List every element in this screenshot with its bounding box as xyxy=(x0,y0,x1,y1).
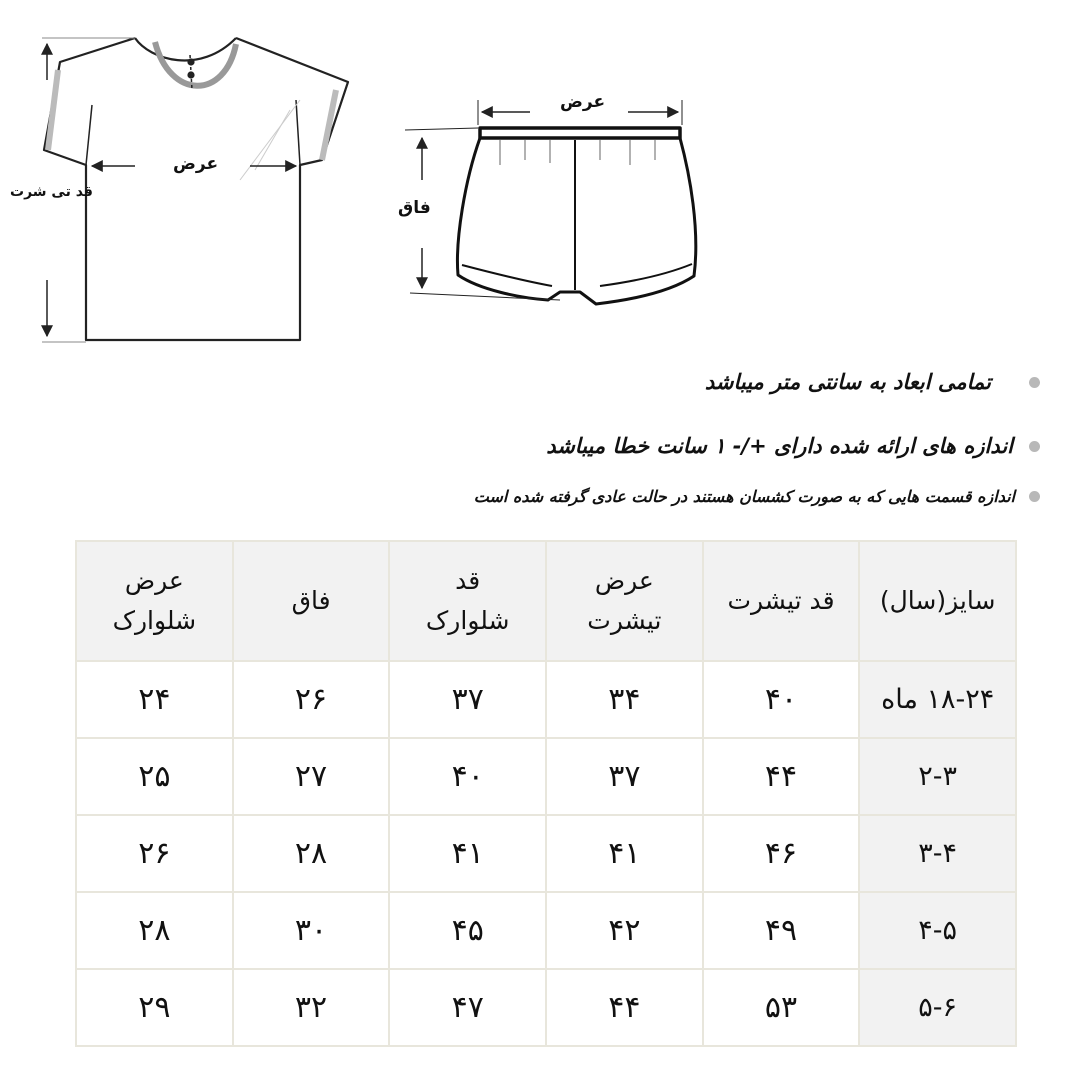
bullet-icon xyxy=(1029,491,1040,502)
size-cell: ۵-۶ xyxy=(859,969,1016,1046)
table-cell: ۳۷ xyxy=(546,738,703,815)
table-cell: ۳۰ xyxy=(233,892,390,969)
column-header: عرض شلوارک xyxy=(76,541,233,661)
size-table xyxy=(75,540,1017,1047)
table-cell: ۴۴ xyxy=(546,969,703,1046)
table-cell: ۲۴ xyxy=(76,661,233,738)
size-diagram xyxy=(0,0,1080,350)
note-text: اندازه قسمت هایی که به صورت کشسان هستند در حالت عادی گرفته شده است xyxy=(473,486,1015,506)
column-header: عرض تیشرت xyxy=(546,541,703,661)
shorts-drawing xyxy=(457,128,695,304)
note-item xyxy=(40,362,1040,402)
table-cell: ۴۵ xyxy=(389,892,546,969)
table-cell: ۴۰ xyxy=(703,661,860,738)
bullet-icon xyxy=(1029,377,1040,388)
table-row xyxy=(76,661,1016,738)
shorts-thigh-label: فاق xyxy=(398,198,431,218)
table-cell: ۳۴ xyxy=(546,661,703,738)
table-cell: ۴۶ xyxy=(703,815,860,892)
table-cell: ۴۰ xyxy=(389,738,546,815)
shorts-width-label: عرض xyxy=(560,92,606,112)
table-cell: ۲۷ xyxy=(233,738,390,815)
table-cell: ۳۷ xyxy=(389,661,546,738)
table-cell: ۲۸ xyxy=(233,815,390,892)
table-row xyxy=(76,815,1016,892)
size-cell: ۳-۴ xyxy=(859,815,1016,892)
size-cell: ۴-۵ xyxy=(859,892,1016,969)
table-row xyxy=(76,892,1016,969)
notes-list xyxy=(40,362,1040,516)
table-cell: ۴۹ xyxy=(703,892,860,969)
table-cell: ۲۵ xyxy=(76,738,233,815)
table-cell: ۲۸ xyxy=(76,892,233,969)
table-cell: ۴۱ xyxy=(389,815,546,892)
bullet-icon xyxy=(1029,441,1040,452)
column-header: قد شلوارک xyxy=(389,541,546,661)
table-cell: ۳۲ xyxy=(233,969,390,1046)
column-header: قد تیشرت xyxy=(703,541,860,661)
note-item xyxy=(40,476,1040,516)
tshirt-width-label: عرض xyxy=(173,154,219,174)
size-cell: ۱۸-۲۴ ماه xyxy=(859,661,1016,738)
table-cell: ۴۱ xyxy=(546,815,703,892)
size-cell: ۲-۳ xyxy=(859,738,1016,815)
table-row xyxy=(76,969,1016,1046)
note-text: اندازه های ارائه شده دارای +/- ۱ سانت خطا میباشد xyxy=(546,434,1013,458)
table-header-row xyxy=(76,541,1016,661)
table-cell: ۴۲ xyxy=(546,892,703,969)
column-header: فاق xyxy=(233,541,390,661)
table-row xyxy=(76,738,1016,815)
table-cell: ۴۷ xyxy=(389,969,546,1046)
note-item xyxy=(40,416,1040,476)
column-header: سایز(سال) xyxy=(859,541,1016,661)
garment-illustration xyxy=(0,0,1080,350)
table-cell: ۴۴ xyxy=(703,738,860,815)
table-cell: ۲۹ xyxy=(76,969,233,1046)
table-cell: ۵۳ xyxy=(703,969,860,1046)
tshirt-length-label: قد تی شرت xyxy=(10,184,93,200)
table-cell: ۲۶ xyxy=(76,815,233,892)
note-text: تمامی ابعاد به سانتی متر میباشد xyxy=(704,370,991,394)
table-cell: ۲۶ xyxy=(233,661,390,738)
